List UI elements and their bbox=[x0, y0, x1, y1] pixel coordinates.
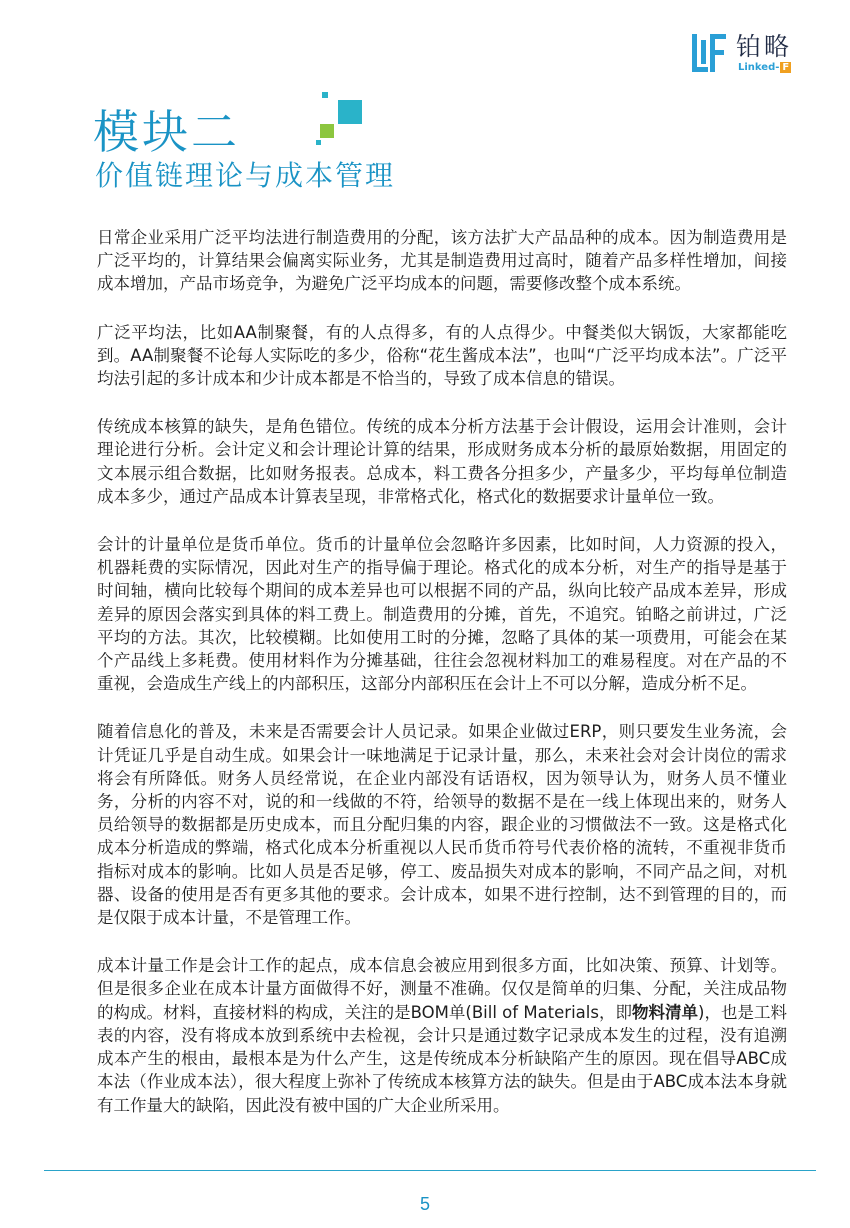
brand-logo bbox=[692, 32, 822, 76]
module-subtitle: 价值链理论与成本管理 bbox=[95, 159, 396, 192]
module-title: 模块二 bbox=[93, 105, 240, 159]
logo-english-tag: F bbox=[782, 62, 790, 73]
paragraph: 会计的计量单位是货币单位。货币的计量单位会忽略许多因素，比如时间，人力资源的投入，机器耗费的实际情况，因此对生产的指导偏于理论。格式化的成本分析，对生产的指导是基于时间轴，横向比较每个期间的成本差异也可以根据不同的产品，纵向比较产品成本差异，形成差异的原因会落实到具体的料工费上。制造费用的分摊，首先，不追究。铂略之前讲过，广泛平均的方法。其次，比较模糊。比如使用工时的分摊，忽略了具体的某一项费用，可能会在某个产品线上多耗费。使用材料作为分摊基础，往往会忽视材料加工的难易程度。对在产品的不重视，会造成生产线上的内部积压，这部分内部积压在会计上不可以分解，造成分析不足。 bbox=[97, 535, 787, 694]
linkedf-logo-icon bbox=[692, 34, 726, 72]
footer-divider bbox=[44, 1170, 816, 1171]
logo-chinese-text: 铂略 bbox=[736, 32, 793, 61]
decorative-squares-icon bbox=[316, 92, 362, 146]
logo-english-text: Linked- F bbox=[738, 62, 790, 73]
page-number: 5 bbox=[419, 1194, 430, 1214]
paragraph bbox=[97, 954, 787, 1116]
paragraph: 传统成本核算的缺失，是角色错位。传统的成本分析方法基于会计假设，运用会计准则，会计理论进行分析。会计定义和会计理论计算的结果，形成财务成本分析的最原始数据，用固定的文本展示组合数据，比如财务报表。总成本，料工费各分担多少，产量多少，平均每单位制造成本多少，通过产品成本计算表呈现，非常格式化，格式化的数据要求计量单位一致。 bbox=[97, 417, 787, 506]
paragraph: 随着信息化的普及，未来是否需要会计人员记录。如果企业做过ERP，则只要发生业务流，会计凭证几乎是自动生成。如果会计一味地满足于记录计量，那么，未来社会对会计岗位的需求将会有所降低。财务人员经常说，在企业内部没有话语权，因为领导认为，财务人员不懂业务，分析的内容不对，说的和一线做的不符，给领导的数据不是在一线上体现出来的，财务人员给领导的数据都是历史成本，而且分配归集的内容，跟企业的习惯做法不一致。这是格式化成本分析造成的弊端，格式化成本分析重视以人民币货币符号代表价格的流转，不重视非货币指标对成本的影响。比如人员是否足够，停工、废品损失对成本的影响，不同产品之间，对机器、设备的使用是否有更多其他的要求。会计成本，如果不进行控制，达不到管理的目的，而是仅限于成本计量，不是管理工作。 bbox=[97, 722, 787, 928]
paragraph-text: 成本计量工作是会计工作的起点，成本信息会被应用到很多方面，比如决策、预算、计划等。但是很多企业在成本计量方面做得不好，测量不准确。仅仅是简单的归集、分配，关注成品物的构成。材料，直接材料的构成，关注的是BOM单(Bill of Materials，即 bbox=[97, 956, 787, 1022]
paragraph: 日常企业采用广泛平均法进行制造费用的分配，该方法扩大产品品种的成本。因为制造费用是广泛平均的，计算结果会偏离实际业务，尤其是制造费用过高时，随着产品多样性增加，间接成本增加，产品市场竞争，为避免广泛平均成本的问题，需要修改整个成本系统。 bbox=[97, 228, 787, 294]
paragraph: 广泛平均法，比如AA制聚餐，有的人点得多，有的人点得少。中餐类似大锅饭，大家都能吃到。AA制聚餐不论每人实际吃的多少，俗称“花生酱成本法”，也叫“广泛平均成本法”。广泛平均法引起的多计成本和少计成本都是不恰当的，导致了成本信息的错误。 bbox=[97, 322, 787, 389]
body-content bbox=[97, 226, 787, 1142]
bold-term: 物料清单 bbox=[631, 1002, 699, 1022]
paragraph-text: )，也是工料表的内容，没有将成本放到系统中去检视，会计只是通过数字记录成本发生的过程，没有追溯成本产生的根由，最根本是为什么产生，这是传统成本分析缺陷产生的原因。现在倡导ABC成本法（作业成本法），很大程度上弥补了传统成本核算方法的缺失。但是由于ABC成本法本身就有工作量大的缺陷，因此没有被中国的广大企业所采用。 bbox=[97, 1002, 787, 1115]
